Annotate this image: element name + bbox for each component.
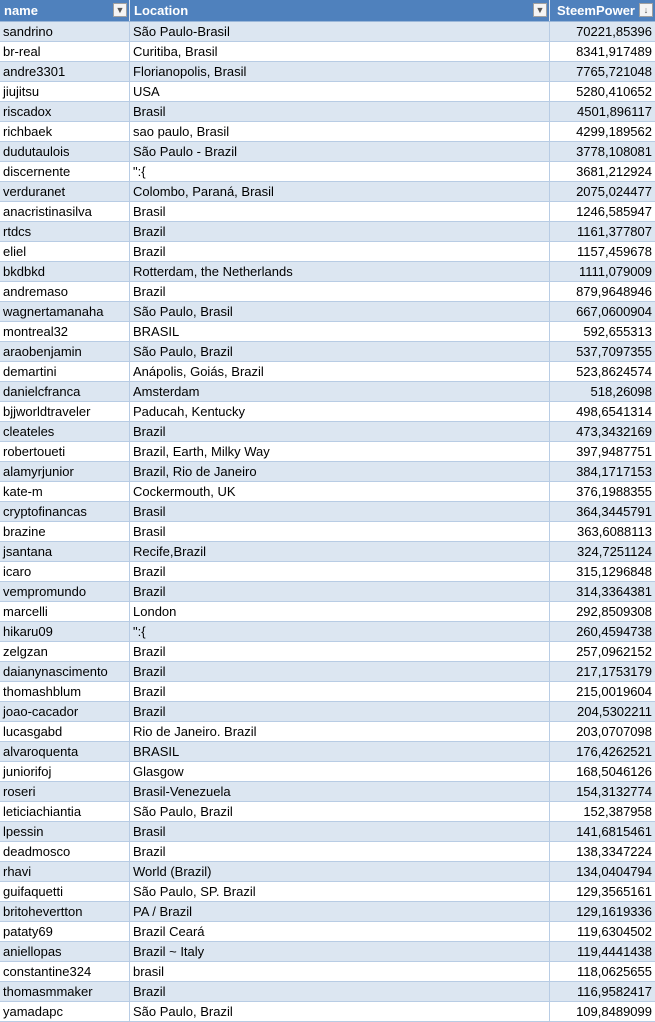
cell-name[interactable]: hikaru09 [0,622,130,641]
cell-steempower[interactable]: 4501,896117 [577,104,652,119]
cell-location[interactable]: São Paulo-Brasil [130,22,550,41]
table-row[interactable] [0,662,655,682]
cell-location[interactable]: São Paulo, Brazil [130,802,550,821]
table-row[interactable] [0,442,655,462]
table-row[interactable] [0,202,655,222]
cell-name[interactable]: thomashblum [0,682,130,701]
table-row[interactable] [0,642,655,662]
table-row[interactable] [0,962,655,982]
cell-name[interactable]: dudutaulois [0,142,130,161]
cell-name[interactable]: jiujitsu [0,82,130,101]
cell-location[interactable]: Brasil [130,522,550,541]
table-row[interactable] [0,862,655,882]
table-row[interactable] [0,42,655,62]
cell-location[interactable]: Rotterdam, the Netherlands [130,262,550,281]
cell-steempower[interactable]: 154,3132774 [576,784,652,799]
cell-location[interactable]: brasil [130,962,550,981]
cell-name[interactable]: lpessin [0,822,130,841]
cell-name[interactable]: britohevertton [0,902,130,921]
cell-steempower[interactable]: 879,9648946 [576,284,652,299]
table-row[interactable] [0,82,655,102]
cell-name[interactable]: pataty69 [0,922,130,941]
table-row[interactable] [0,742,655,762]
table-row[interactable] [0,302,655,322]
cell-name[interactable]: bkdbkd [0,262,130,281]
cell-steempower[interactable]: 118,0625655 [577,964,652,979]
table-row[interactable] [0,522,655,542]
cell-name[interactable]: deadmosco [0,842,130,861]
table-row[interactable] [0,142,655,162]
table-row[interactable] [0,422,655,442]
table-row[interactable] [0,822,655,842]
cell-name[interactable]: juniorifoj [0,762,130,781]
cell-location[interactable]: ":{ [130,162,550,181]
table-row[interactable] [0,162,655,182]
cell-name[interactable]: andre3301 [0,62,130,81]
cell-location[interactable]: Brazil [130,562,550,581]
cell-location[interactable]: sao paulo, Brasil [130,122,550,141]
cell-location[interactable]: Brasil [130,102,550,121]
cell-location[interactable]: Brazil [130,662,550,681]
table-row[interactable] [0,242,655,262]
cell-location[interactable]: São Paulo, SP. Brazil [130,882,550,901]
table-row[interactable] [0,122,655,142]
cell-location[interactable]: Curitiba, Brasil [130,42,550,61]
cell-steempower[interactable]: 168,5046126 [576,764,652,779]
cell-steempower[interactable]: 315,1296848 [576,564,652,579]
column-header-location[interactable] [130,0,550,21]
cell-name[interactable]: rhavi [0,862,130,881]
table-row[interactable] [0,902,655,922]
cell-name[interactable]: montreal32 [0,322,130,341]
cell-location[interactable]: World (Brazil) [130,862,550,881]
column-header-steempower[interactable] [550,0,655,21]
cell-steempower[interactable]: 203,0707098 [576,724,652,739]
cell-name[interactable]: zelgzan [0,642,130,661]
cell-location[interactable]: London [130,602,550,621]
cell-name[interactable]: anacristinasilva [0,202,130,221]
cell-steempower[interactable]: 152,387958 [583,804,652,819]
cell-name[interactable]: daianynascimento [0,662,130,681]
cell-location[interactable]: Brazil [130,222,550,241]
cell-location[interactable]: BRASIL [130,742,550,761]
cell-name[interactable]: araobenjamin [0,342,130,361]
cell-steempower[interactable]: 518,26098 [590,384,652,399]
cell-location[interactable]: ":{ [130,622,550,641]
cell-location[interactable]: BRASIL [130,322,550,341]
column-header-label: name [4,3,38,18]
table-row[interactable] [0,322,655,342]
cell-name[interactable]: andremaso [0,282,130,301]
cell-name[interactable]: rtdcs [0,222,130,241]
table-row[interactable] [0,462,655,482]
table-row[interactable] [0,502,655,522]
cell-steempower[interactable]: 215,0019604 [576,684,652,699]
cell-location[interactable]: Brazil [130,242,550,261]
cell-name[interactable]: cryptofinancas [0,502,130,521]
column-header-label: SteemPower [556,3,635,18]
cell-name[interactable]: roseri [0,782,130,801]
table-row[interactable] [0,802,655,822]
cell-steempower[interactable]: 8341,917489 [576,44,652,59]
cell-name[interactable]: alamyrjunior [0,462,130,481]
table-row[interactable] [0,562,655,582]
cell-location[interactable]: Brazil, Rio de Janeiro [130,462,550,481]
table-row[interactable] [0,342,655,362]
cell-steempower[interactable]: 523,8624574 [576,364,652,379]
cell-location[interactable]: Brasil [130,502,550,521]
table-row[interactable] [0,602,655,622]
table-row[interactable] [0,102,655,122]
cell-steempower[interactable]: 397,9487751 [576,444,652,459]
table-row[interactable] [0,382,655,402]
table-row[interactable] [0,702,655,722]
column-header-label: Location [134,3,189,18]
cell-steempower[interactable]: 1246,585947 [576,204,652,219]
table-row[interactable] [0,282,655,302]
cell-steempower[interactable]: 1111,079009 [578,264,652,279]
table-row[interactable] [0,762,655,782]
table-row[interactable] [0,882,655,902]
cell-location[interactable]: Glasgow [130,762,550,781]
cell-name[interactable]: demartini [0,362,130,381]
table-row[interactable] [0,362,655,382]
cell-location[interactable]: Rio de Janeiro. Brazil [130,722,550,741]
cell-steempower[interactable]: 70221,85396 [576,24,652,39]
cell-location[interactable]: Brazil [130,582,550,601]
cell-location[interactable]: Recife,Brazil [130,542,550,561]
cell-steempower[interactable]: 324,7251124 [577,544,652,559]
cell-name[interactable]: marcelli [0,602,130,621]
cell-steempower[interactable]: 129,1619336 [576,904,652,919]
cell-steempower[interactable]: 134,0404794 [576,864,652,879]
cell-steempower[interactable]: 3681,212924 [576,164,652,179]
cell-steempower[interactable]: 667,0600904 [576,304,652,319]
cell-location[interactable]: Brasil [130,202,550,221]
table-row[interactable] [0,782,655,802]
cell-steempower[interactable]: 217,1753179 [576,664,652,679]
cell-name[interactable]: thomasmmaker [0,982,130,1001]
table-row[interactable] [0,542,655,562]
table-row[interactable] [0,722,655,742]
cell-steempower[interactable]: 109,8489099 [576,1004,652,1019]
cell-location[interactable]: São Paulo - Brazil [130,142,550,161]
cell-steempower[interactable]: 498,6541314 [576,404,652,419]
cell-location[interactable]: Paducah, Kentucky [130,402,550,421]
cell-name[interactable]: guifaquetti [0,882,130,901]
filter-dropdown-icon[interactable]: ▼ [113,3,127,17]
cell-steempower[interactable]: 119,4441438 [577,944,652,959]
cell-steempower[interactable]: 1161,377807 [577,224,652,239]
cell-name[interactable]: jsantana [0,542,130,561]
cell-steempower[interactable]: 363,6088113 [577,524,652,539]
cell-name[interactable]: lucasgabd [0,722,130,741]
cell-name[interactable]: joao-cacador [0,702,130,721]
cell-name[interactable]: wagnertamanaha [0,302,130,321]
cell-name[interactable]: richbaek [0,122,130,141]
cell-location[interactable]: Anápolis, Goiás, Brazil [130,362,550,381]
cell-location[interactable]: Florianopolis, Brasil [130,62,550,81]
cell-name[interactable]: eliel [0,242,130,261]
cell-location[interactable]: Brazil [130,982,550,1001]
cell-steempower[interactable]: 1157,459678 [577,244,652,259]
cell-location[interactable]: Brazil [130,702,550,721]
cell-steempower[interactable]: 592,655313 [583,324,652,339]
table-header [0,0,655,22]
table-row[interactable] [0,1002,655,1022]
cell-name[interactable]: danielcfranca [0,382,130,401]
cell-steempower[interactable]: 116,9582417 [577,984,652,999]
cell-name[interactable]: icaro [0,562,130,581]
cell-name[interactable]: riscadox [0,102,130,121]
cell-location[interactable]: Brazil Ceará [130,922,550,941]
table-row[interactable] [0,22,655,42]
cell-steempower[interactable]: 129,3565161 [576,884,652,899]
cell-steempower[interactable]: 376,1988355 [576,484,652,499]
cell-location[interactable]: USA [130,82,550,101]
table-body [0,22,655,1022]
cell-name[interactable]: br-real [0,42,130,61]
cell-steempower[interactable]: 5280,410652 [576,84,652,99]
cell-steempower[interactable]: 204,5302211 [577,704,652,719]
table-row[interactable] [0,582,655,602]
cell-name[interactable]: vempromundo [0,582,130,601]
column-header-name[interactable] [0,0,130,21]
table-row[interactable] [0,982,655,1002]
cell-steempower[interactable]: 7765,721048 [576,64,652,79]
table-row[interactable] [0,622,655,642]
cell-location[interactable]: Brazil [130,282,550,301]
cell-name[interactable]: verduranet [0,182,130,201]
table-row[interactable] [0,402,655,422]
sort-descending-filter-icon[interactable]: ↓ [639,3,653,17]
cell-location[interactable]: Cockermouth, UK [130,482,550,501]
filter-dropdown-icon[interactable]: ▼ [533,3,547,17]
cell-steempower[interactable]: 314,3364381 [576,584,652,599]
table-row[interactable] [0,682,655,702]
cell-steempower[interactable]: 138,3347224 [576,844,652,859]
cell-steempower[interactable]: 2075,024477 [576,184,652,199]
table-row[interactable] [0,222,655,242]
cell-location[interactable]: Brasil [130,822,550,841]
cell-steempower[interactable]: 384,1717153 [576,464,652,479]
cell-steempower[interactable]: 260,4594738 [576,624,652,639]
cell-location[interactable]: São Paulo, Brazil [130,342,550,361]
table-row[interactable] [0,922,655,942]
cell-location[interactable]: Brazil [130,642,550,661]
cell-name[interactable]: cleateles [0,422,130,441]
cell-name[interactable]: alvaroquenta [0,742,130,761]
cell-location[interactable]: São Paulo, Brasil [130,302,550,321]
cell-name[interactable]: aniellopas [0,942,130,961]
cell-location[interactable]: São Paulo, Brazil [130,1002,550,1021]
cell-name[interactable]: robertoueti [0,442,130,461]
cell-location[interactable]: Brasil-Venezuela [130,782,550,801]
cell-location[interactable]: Brazil [130,682,550,701]
cell-location[interactable]: PA / Brazil [130,902,550,921]
table-row[interactable] [0,482,655,502]
cell-steempower[interactable]: 257,0962152 [576,644,652,659]
cell-steempower[interactable]: 473,3432169 [576,424,652,439]
cell-name[interactable]: leticiachiantia [0,802,130,821]
table-row[interactable] [0,62,655,82]
cell-location[interactable]: Brazil, Earth, Milky Way [130,442,550,461]
cell-location[interactable]: Amsterdam [130,382,550,401]
cell-location[interactable]: Brazil [130,422,550,441]
table-row[interactable] [0,942,655,962]
cell-name[interactable]: constantine324 [0,962,130,981]
cell-location[interactable]: Brazil ~ Italy [130,942,550,961]
cell-name[interactable]: brazine [0,522,130,541]
cell-name[interactable]: kate-m [0,482,130,501]
cell-steempower[interactable]: 141,6815461 [576,824,652,839]
cell-steempower[interactable]: 4299,189562 [576,124,652,139]
cell-steempower[interactable]: 364,3445791 [576,504,652,519]
cell-steempower[interactable]: 3778,108081 [576,144,652,159]
cell-name[interactable]: yamadapc [0,1002,130,1021]
cell-steempower[interactable]: 176,4262521 [576,744,652,759]
cell-steempower[interactable]: 119,6304502 [577,924,652,939]
cell-steempower[interactable]: 537,7097355 [576,344,652,359]
table-row[interactable] [0,262,655,282]
cell-location[interactable]: Brazil [130,842,550,861]
table-row[interactable] [0,842,655,862]
cell-location[interactable]: Colombo, Paraná, Brasil [130,182,550,201]
cell-steempower[interactable]: 292,8509308 [576,604,652,619]
cell-name[interactable]: sandrino [0,22,130,41]
cell-name[interactable]: bjjworldtraveler [0,402,130,421]
cell-name[interactable]: discernente [0,162,130,181]
table-row[interactable] [0,182,655,202]
